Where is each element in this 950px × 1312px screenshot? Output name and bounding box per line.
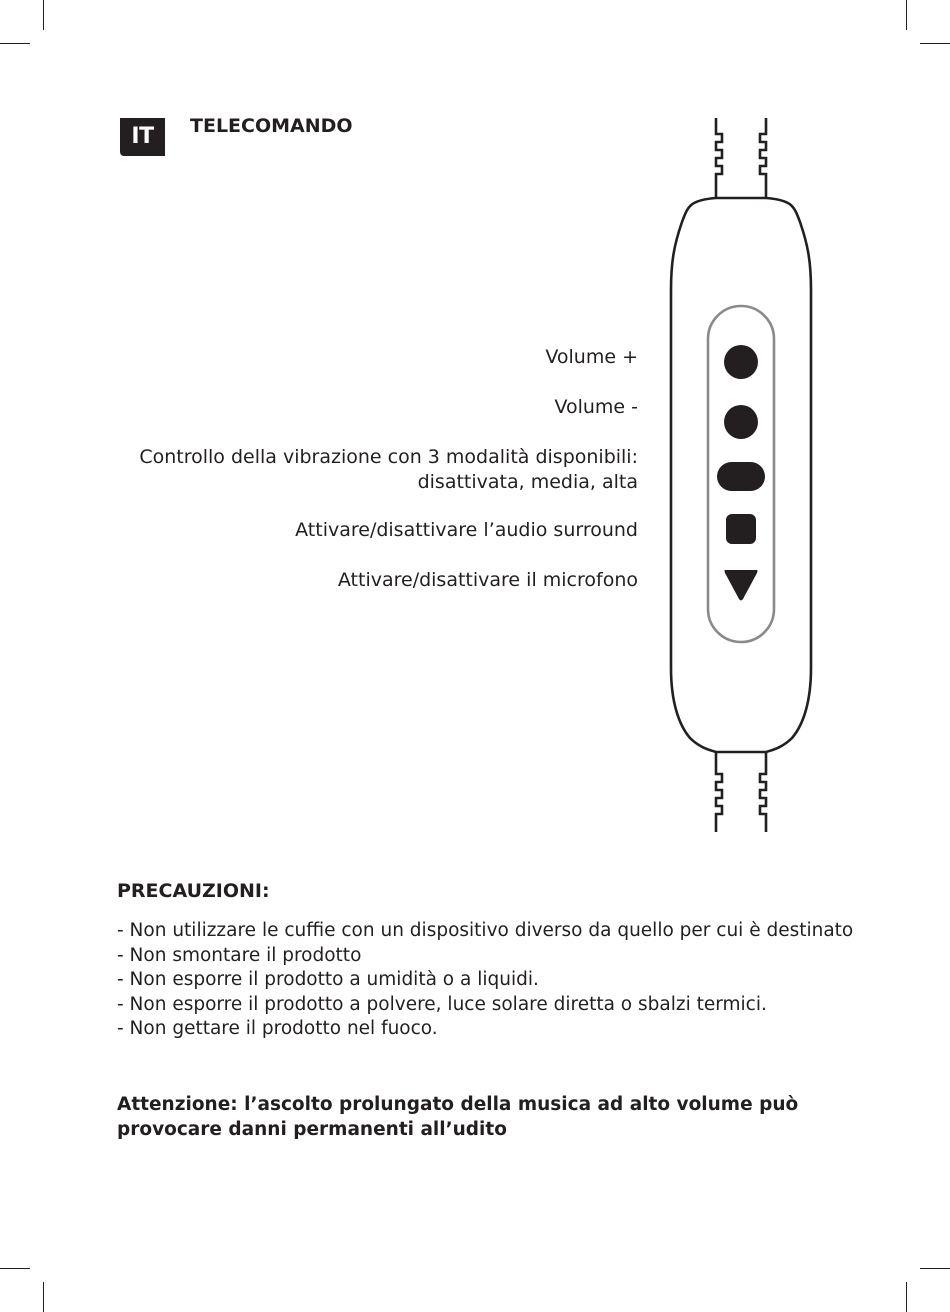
crop-mark xyxy=(43,1282,44,1312)
label-microphone: Attivare/disattivare il microfono xyxy=(337,569,638,591)
crop-mark xyxy=(920,43,950,44)
remote-control-illustration xyxy=(660,110,820,840)
surround-button xyxy=(726,514,756,544)
page-title: TELECOMANDO xyxy=(190,115,353,137)
crop-mark xyxy=(906,0,907,30)
list-item: - Non gettare il prodotto nel fuoco. xyxy=(117,1018,438,1040)
label-surround: Attivare/disattivare l’audio surround xyxy=(295,519,638,541)
vibration-button xyxy=(717,462,765,491)
list-item: - Non smontare il prodotto xyxy=(117,944,362,966)
crop-mark xyxy=(906,1282,907,1312)
crop-mark xyxy=(920,1268,950,1269)
crop-mark xyxy=(0,1268,30,1269)
label-volume-up: Volume + xyxy=(545,346,638,368)
volume-down-button xyxy=(724,405,758,439)
list-item: - Non esporre il prodotto a umidità o a liquidi. xyxy=(117,969,539,991)
cable-top xyxy=(716,118,722,198)
precautions-title: PRECAUZIONI: xyxy=(117,880,270,902)
volume-up-button xyxy=(724,345,758,379)
crop-mark xyxy=(0,43,30,44)
list-item: - Non esporre il prodotto a polvere, luce solare diretta o sbalzi termici. xyxy=(117,993,767,1015)
language-badge: IT xyxy=(120,118,165,156)
label-volume-down: Volume - xyxy=(554,396,638,418)
cable-top xyxy=(760,118,766,198)
list-item: - Non utilizzare le cuffie con un dispositivo diverso da quello per cui è destinato xyxy=(117,920,854,941)
cable-bottom xyxy=(760,752,766,832)
precautions-list xyxy=(117,919,857,1042)
label-vibration: Controllo della vibrazione con 3 modalità disponibili: disattivata, media, alta xyxy=(139,446,638,493)
microphone-button xyxy=(725,570,758,601)
warning-text: Attenzione: l’ascolto prolungato della musica ad alto volume può provocare danni permanenti all’udito xyxy=(117,1094,799,1140)
crop-mark xyxy=(43,0,44,30)
cable-bottom xyxy=(716,752,722,832)
